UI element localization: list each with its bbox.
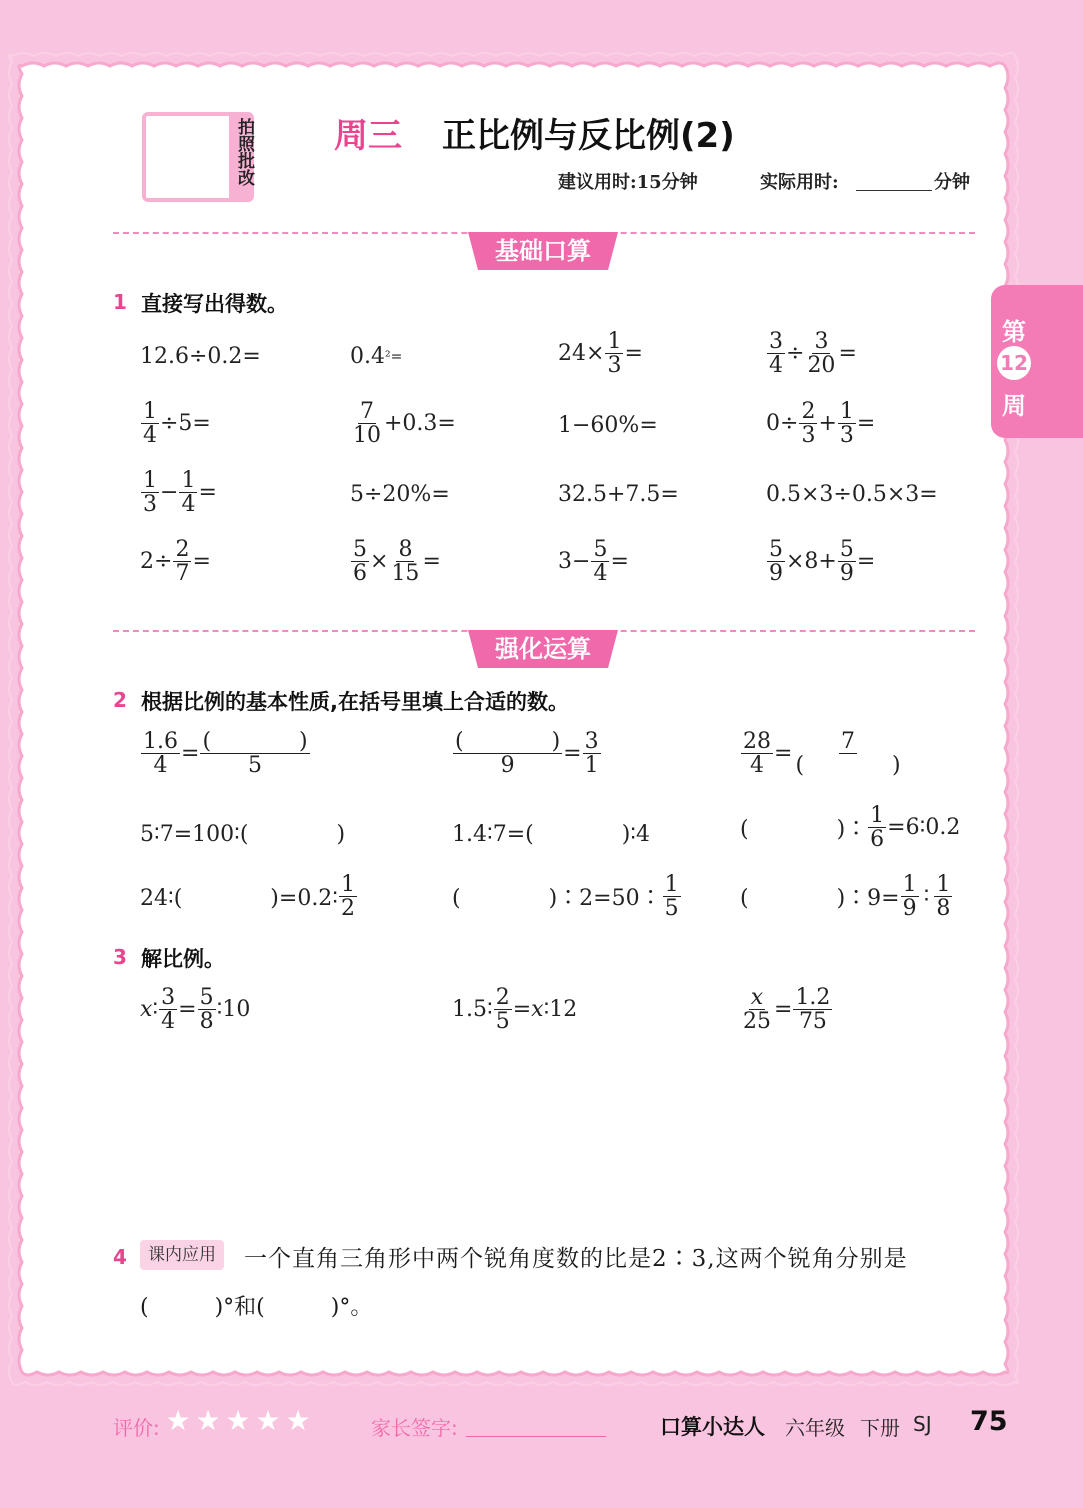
actual-time-label: 实际用时: <box>760 172 839 193</box>
denominator: 5 <box>495 1009 510 1035</box>
problem-text: 32.5+7.5= <box>558 482 679 507</box>
fraction <box>799 400 817 447</box>
numerator: 3 <box>814 329 829 354</box>
parent-sign-label: 家长签字: <box>371 1416 458 1440</box>
fraction <box>793 986 832 1033</box>
suggested-time: 建议用时:15分钟 <box>558 172 698 193</box>
fraction <box>141 400 159 447</box>
operator: × <box>370 549 389 575</box>
question-text: 一个直角三角形中两个锐角度数的比是2∶3,这两个锐角分别是 <box>244 1246 908 1272</box>
fraction <box>605 330 623 377</box>
fraction <box>838 400 856 447</box>
photo-correction-label: 拍照批改 <box>234 118 254 186</box>
proportion-6[interactable] <box>740 804 960 851</box>
page-number: 75 <box>970 1406 1008 1437</box>
problem-text: = <box>198 480 217 506</box>
fraction-blank[interactable] <box>453 730 562 777</box>
problem-text: = <box>192 549 211 575</box>
denominator: 9 <box>500 753 515 779</box>
problem-1-11 <box>558 482 679 507</box>
problem-text: ×8+ <box>786 549 837 575</box>
problem-1-10 <box>350 482 450 507</box>
fraction <box>838 538 856 585</box>
numerator: 1.6 <box>143 729 178 754</box>
actual-time-unit: 分钟 <box>934 172 970 193</box>
ratio-sign: ∶ <box>152 997 159 1023</box>
numerator: 1 <box>902 872 917 897</box>
numerator: 1 <box>143 399 157 424</box>
problem-text: 24∶( )=0.2∶ <box>140 886 339 912</box>
proportion-7[interactable] <box>140 873 358 920</box>
question-text: 根据比例的基本性质,在括号里填上合适的数。 <box>141 690 569 714</box>
numerator: 1.2 <box>795 985 831 1010</box>
fraction-blank[interactable] <box>200 730 309 777</box>
equals: = <box>178 997 197 1023</box>
title-day: 周三 <box>334 116 402 156</box>
problem-text: 1.5∶ <box>452 997 493 1023</box>
fraction <box>159 986 177 1033</box>
equals: = <box>512 997 532 1023</box>
section-badge-basic-label: 基础口算 <box>495 237 591 265</box>
problem-1-5 <box>140 400 211 447</box>
denominator: 6 <box>870 827 885 853</box>
problem-text: = <box>610 549 629 575</box>
operator: + <box>818 411 837 437</box>
numerator: 3 <box>769 329 783 354</box>
question-number: 1 <box>113 290 127 314</box>
numerator: 5 <box>353 537 367 562</box>
problem-1-12 <box>766 482 938 507</box>
operator: ÷ <box>786 341 805 367</box>
fraction <box>141 730 180 777</box>
actual-time-blank[interactable] <box>856 190 932 191</box>
variable: x <box>531 997 544 1023</box>
equals: = <box>774 997 793 1023</box>
denominator: 6 <box>353 561 367 587</box>
numerator: 3 <box>584 729 599 754</box>
denominator: 5 <box>664 896 679 922</box>
answer-blanks[interactable]: ( )°和( )°。 <box>140 1295 373 1320</box>
problem-text: 1−60%= <box>558 413 658 438</box>
section-badge-basic <box>468 232 618 270</box>
denominator: 4 <box>181 492 196 518</box>
problem-text: 24× <box>558 341 605 367</box>
grade: 六年级 <box>785 1416 845 1440</box>
problem-text: +0.3= <box>384 411 456 437</box>
fraction <box>741 986 773 1033</box>
denominator: 10 <box>353 423 381 449</box>
problem-1-2 <box>350 344 402 369</box>
numerator: 8 <box>398 537 413 562</box>
equals: = <box>181 741 200 767</box>
fraction <box>805 330 837 377</box>
denominator: 1 <box>584 753 599 779</box>
problem-1-15 <box>558 538 629 585</box>
numerator: 7 <box>360 399 374 424</box>
numerator: 2 <box>495 985 510 1010</box>
proportion-1 <box>140 730 311 777</box>
fraction <box>339 873 357 920</box>
denominator: 4 <box>593 561 608 587</box>
denominator: 4 <box>143 423 157 449</box>
parent-sign-line[interactable] <box>466 1436 606 1437</box>
denominator: 4 <box>750 753 764 779</box>
numerator: 5 <box>839 537 854 562</box>
denominator: 3 <box>607 353 622 379</box>
denominator: 5 <box>248 753 263 779</box>
numerator: 1 <box>181 468 196 493</box>
week-tab-suffix: 周 <box>1002 392 1026 420</box>
denominator: 4 <box>769 353 783 379</box>
denominator: 9 <box>769 561 783 587</box>
fraction <box>663 873 681 920</box>
denominator-blank[interactable]: ( ) <box>795 753 901 779</box>
denominator: 8 <box>936 896 951 922</box>
problem-text: ∶12 <box>543 997 578 1023</box>
denominator: 4 <box>161 1009 176 1035</box>
numerator: 2 <box>801 399 816 424</box>
numerator: 1 <box>607 329 622 354</box>
denominator: 3 <box>801 423 816 449</box>
solve-proportion-1 <box>140 986 250 1033</box>
problem-text: = <box>856 411 876 437</box>
fraction <box>494 986 512 1033</box>
numerator: 5 <box>769 537 783 562</box>
denominator: 9 <box>902 896 917 922</box>
proportion-4[interactable] <box>140 817 345 848</box>
section-badge-advanced <box>468 630 618 668</box>
problem-1-8 <box>766 400 875 447</box>
problem-text: 0÷ <box>766 411 799 437</box>
denominator: 3 <box>839 423 854 449</box>
problem-text: = <box>422 549 441 575</box>
question-text: 直接写出得数。 <box>141 292 288 316</box>
denominator: 9 <box>839 561 854 587</box>
solve-proportion-3 <box>740 986 833 1033</box>
proportion-8[interactable] <box>452 873 682 920</box>
solve-proportion-2 <box>452 986 577 1033</box>
problem-1-4 <box>766 330 857 377</box>
problem-text: ( )∶2=50∶ <box>452 886 662 912</box>
problem-text: = <box>856 549 876 575</box>
variable: x <box>140 997 153 1023</box>
numerator: 5 <box>199 985 214 1010</box>
fraction-blank[interactable] <box>793 730 902 777</box>
week-tab-prefix: 第 <box>1002 318 1026 346</box>
page-title: 正比例与反比例(2) <box>442 116 735 156</box>
fraction <box>767 330 785 377</box>
proportion-3 <box>740 730 904 777</box>
problem-text: ÷5= <box>160 411 211 437</box>
fraction <box>583 730 601 777</box>
denominator: 7 <box>175 561 190 587</box>
proportion-5[interactable] <box>452 817 650 848</box>
numerator-blank[interactable]: ( ) <box>202 729 308 754</box>
fraction <box>173 538 191 585</box>
rating-stars[interactable] <box>163 1404 313 1437</box>
in-class-tag: 课内应用 <box>140 1240 224 1270</box>
denominator: 2 <box>341 896 356 922</box>
problem-text: ∶10 <box>216 997 251 1023</box>
problem-1-1 <box>140 344 261 369</box>
problem-text: ( )∶9= <box>740 886 900 912</box>
problem-text: 1.4∶7=( )∶4 <box>452 822 651 847</box>
fraction <box>741 730 773 777</box>
problem-text: 0.5×3÷0.5×3= <box>766 482 938 507</box>
section-badge-advanced-label: 强化运算 <box>495 635 591 663</box>
problem-1-3 <box>558 330 643 377</box>
problem-text: 2÷ <box>140 549 173 575</box>
problem-text: 5÷20%= <box>350 482 450 507</box>
problem-text: 5∶7=100∶( ) <box>140 822 346 847</box>
question-number: 4 <box>113 1245 127 1269</box>
fraction <box>179 469 197 516</box>
proportion-9[interactable] <box>740 873 953 920</box>
problem-text: =6∶0.2 <box>887 815 961 841</box>
operator: − <box>160 480 179 506</box>
equals: = <box>563 741 582 767</box>
fraction <box>934 873 952 920</box>
problem-text: 3− <box>558 549 591 575</box>
fraction <box>767 538 785 585</box>
question-text: 解比例。 <box>141 947 225 971</box>
numerator-blank[interactable]: ( ) <box>455 729 561 754</box>
denominator: 15 <box>391 561 420 587</box>
denominator: 75 <box>798 1009 827 1035</box>
numerator: 1 <box>870 803 885 828</box>
numerator: 1 <box>143 468 157 493</box>
volume: 下册 <box>860 1416 900 1440</box>
fraction <box>198 986 216 1033</box>
problem-1-7 <box>558 413 658 438</box>
star-icon[interactable]: ★ <box>195 1404 221 1437</box>
numerator: 3 <box>161 985 176 1010</box>
numerator: 1 <box>664 872 679 897</box>
star-icon[interactable]: ★ <box>255 1404 281 1437</box>
numerator: 7 <box>841 729 856 754</box>
fraction <box>351 538 369 585</box>
week-tab-number: 12 <box>997 346 1031 380</box>
superscript: ²= <box>385 348 403 365</box>
numerator: 1 <box>341 872 356 897</box>
fraction <box>591 538 609 585</box>
question-number: 3 <box>113 945 127 969</box>
numerator: x <box>750 985 764 1010</box>
problem-text: ( )∶ <box>740 817 868 843</box>
star-icon[interactable]: ★ <box>225 1404 251 1437</box>
numerator: 2 <box>175 537 190 562</box>
fraction <box>389 538 421 585</box>
problem-1-16 <box>766 538 875 585</box>
problem-text: 12.6÷0.2= <box>140 344 261 369</box>
problem-1-6 <box>350 400 456 447</box>
numerator: 1 <box>936 872 951 897</box>
equals: = <box>774 741 793 767</box>
denominator: 20 <box>807 353 836 379</box>
ratio-sign: ∶ <box>923 884 930 910</box>
proportion-2 <box>452 730 602 777</box>
problem-1-9 <box>140 469 217 516</box>
star-icon[interactable]: ★ <box>285 1404 311 1437</box>
problem-1-13 <box>140 538 211 585</box>
problem-text: = <box>624 341 643 367</box>
star-icon[interactable]: ★ <box>165 1404 191 1437</box>
denominator: 3 <box>143 492 157 518</box>
rating-label: 评价: <box>113 1416 160 1440</box>
edition: SJ <box>913 1412 932 1436</box>
book-name: 口算小达人 <box>660 1415 765 1439</box>
denominator: 4 <box>153 753 168 779</box>
fraction <box>868 804 886 851</box>
problem-text: 0.4 <box>350 344 385 369</box>
question-number: 2 <box>113 688 127 712</box>
fraction <box>351 400 383 447</box>
numerator: 5 <box>593 537 608 562</box>
problem-text: = <box>838 341 857 367</box>
denominator: 8 <box>199 1009 214 1035</box>
problem-1-14 <box>350 538 441 585</box>
fraction <box>141 469 159 516</box>
fraction <box>901 873 919 920</box>
numerator: 1 <box>839 399 854 424</box>
denominator: 25 <box>743 1009 771 1035</box>
numerator: 28 <box>743 729 771 754</box>
